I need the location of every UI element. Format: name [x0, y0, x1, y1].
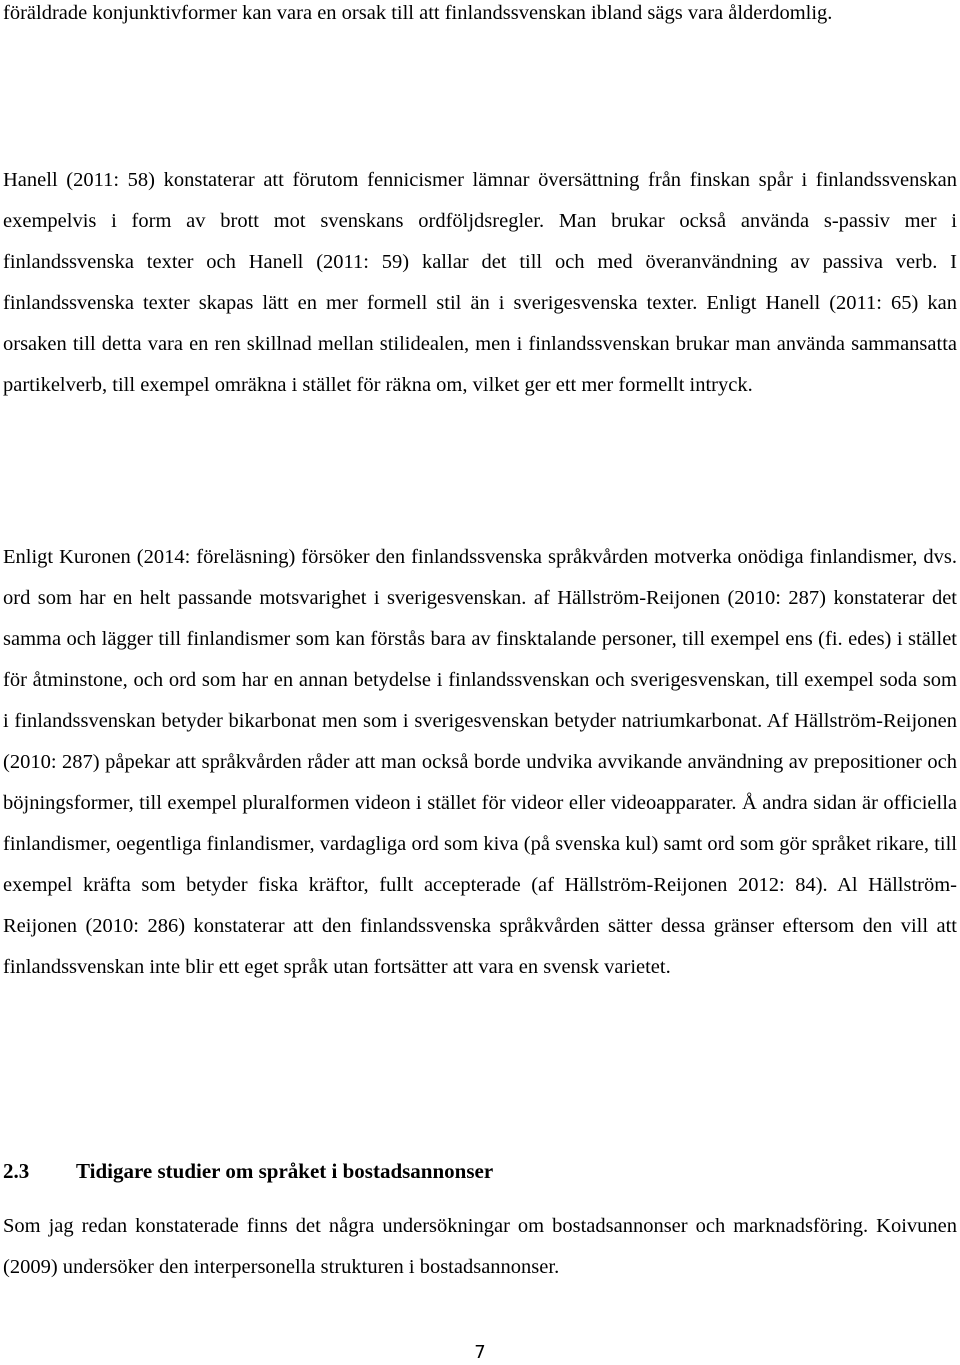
- paragraph-3: Enligt Kuronen (2014: föreläsning) försöker den finlandssvenska språkvården motverka onödiga finlandismer, dvs. ord som har en helt passande motsvarighet i sverigesvenskan. af Hällström-Reijonen (2010: 287) konstaterar det samma och lägger till finlandismer som kan förstås bara av finsktalande personer, till exempel ens (fi. edes) i stället för åtminstone, och ord som har en annan betydelse i finlandssvenskan och sverigesvenskan, till exempel soda som i finlandssvenskan betyder bikarbonat men som i sverigesvenskan betyder natriumkarbonat. Af Hällström-Reijonen (2010: 287) påpekar att språkvården råder att man också borde undvika avvikande användning av prepositioner och böjningsformer, till exempel pluralformen videon i stället för videor eller videoapparater. Å andra sidan är officiella finlandismer, oegentliga finlandismer, vardagliga ord som kiva (på svenska kul) samt ord som gör språket rikare, till exempel kräfta som betyder fiska kräftor, fullt accepterade (af Hällström-Reijonen 2012: 84). Al Hällström-Reijonen (2010: 286) konstaterar att den finlandssvenska språkvården sätter dessa gränser eftersom den vill att finlandssvenskan inte blir ett eget språk utan fortsätter att vara en svensk varietet.: [3, 546, 957, 978]
- section-title: Tidigare studier om språket i bostadsannonser: [76, 1159, 494, 1183]
- paragraph-2: Hanell (2011: 58) konstaterar att förutom fennicismer lämnar översättning från finskan spår i finlandssvenskan exempelvis i form av brott mot svenskans ordföljdsregler. Man brukar också använda s-passiv mer i finlandssvenska texter och Hanell (2011: 59) kallar det till och med överanvändning av passiva verb. I finlandssvenska texter skapas lätt en mer formell stil än i sverigesvenska texter. Enligt Hanell (2011: 65) kan orsaken till detta vara en ren skillnad mellan stilidealen, men i finlandssvenskan brukar man använda sammansatta partikelverb, till exempel omräkna i stället för räkna om, vilket ger ett mer formellt intryck.: [3, 169, 957, 396]
- section-heading: [3, 1154, 957, 1188]
- section-paragraph: Som jag redan konstaterade finns det några undersökningar om bostadsannonser och marknadsföring. Koivunen (2009) undersöker den interpersonella strukturen i bostadsannonser.: [3, 1215, 957, 1278]
- page-number: 7: [474, 1342, 486, 1363]
- section-number: 2.3: [3, 1159, 30, 1183]
- paragraph-1: föräldrade konjunktivformer kan vara en orsak till att finlandssvenskan ibland sägs vara ålderdomlig.: [3, 2, 833, 24]
